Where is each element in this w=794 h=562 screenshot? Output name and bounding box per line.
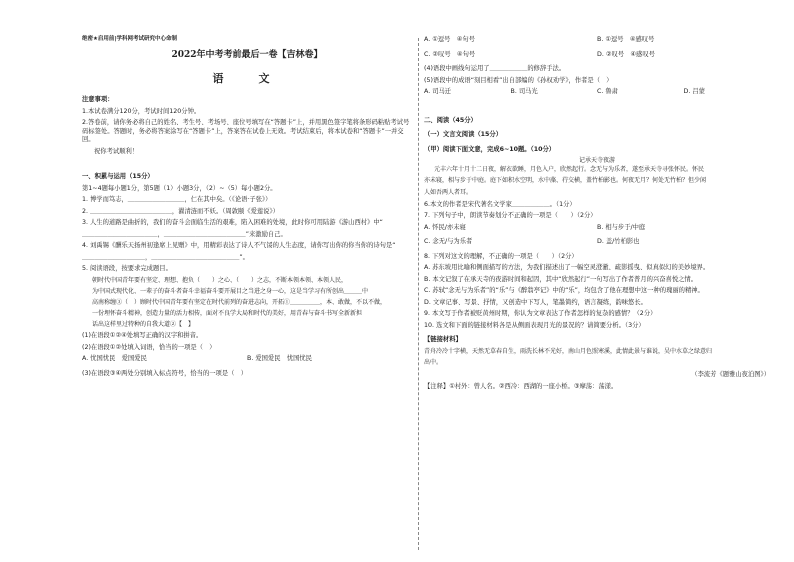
subject-title: 语 文 [212, 71, 282, 85]
question-4-blank: ＿＿＿＿＿＿＿＿＿＿，＿＿＿＿＿＿＿＿＿＿＿＿＿＿”。 [82, 253, 249, 261]
option-d: D. 吕蒙 [683, 88, 705, 95]
question-3: 3. 人生的道路是曲折的，我们的奋斗会面临生活的艰难，陷入困难的处境，此时你可用陆游《游山西村》中“ [82, 219, 383, 227]
option-a: A. 司马迁 [424, 88, 452, 95]
notice-heading: 注意事项： [82, 96, 114, 104]
option-c: C. ②叹号 ④句号 [424, 50, 476, 58]
sub-question-1: (1)在语段①②④处填写正确的汉字和拼音。 [82, 332, 203, 340]
option-c: C. 苏轼“念无与为乐者”的“乐”与《醉翁亭记》中的“乐”，均包含了他在理想中这一种的瑰丽的精神。 [424, 287, 704, 295]
option-b: B. 司马光 [510, 88, 538, 95]
option-a: A. ①逗号 ④句号 [424, 36, 475, 43]
option-c: C. 鲁肃 [597, 88, 618, 95]
passage-line: 人如吾两人者耳。 [424, 189, 473, 197]
question-5: 5. 阅读语段，按要求完成题目。 [82, 265, 172, 273]
option-b: B. 本文记叙了在承天寺的夜游时间和起因，其中“欣然起行”一句写出了作者普月的兴奋喜悦之情。 [424, 275, 698, 283]
passage-line: 为中国式现代化、一辈子的奋斗者奋斗幸福奋斗要开展目之当进之身一心，这是当学习有所创出＿＿＿中 [92, 288, 369, 295]
exam-title: 2022年中考考前最后一卷【吉林卷】 [171, 50, 323, 61]
subsection-heading: （一）文言文阅读（15分） [424, 131, 503, 138]
question-3-blank: ＿＿＿＿＿＿＿＿＿＿＿＿，＿＿＿＿＿＿＿＿＿＿＿＿＿”来激励自己。 [82, 230, 287, 238]
question-6: 6.本文的作者是宋代著名文学家＿＿＿＿＿＿。（1分） [424, 200, 576, 208]
passage-line: 话出这样里过特种的自我大道②【 】 [92, 321, 195, 329]
column-divider [418, 38, 419, 550]
passage-line: 一份埋怀奋斗精神，创造力量的活力相传，面对不良学大局和时代的美好，用青春与奋斗书写全新新担 [92, 310, 363, 318]
passage-title: 记承天寺夜游 [578, 157, 615, 164]
question-2: 2. ＿＿＿＿＿＿＿＿＿＿＿＿＿，濯清涟而不妖。（周敦颐《爱莲说》） [82, 207, 279, 215]
notice-item: 2.答卷前，请你务必将自己的姓名、考生号、考场号、座位号填写在“答题卡”上，并用黑色签字笔将条形码粘贴考试号码标签处。答题时，务必将答案涂写在“答题卡”上，答案答在试卷上无效。考试结束后，将本试卷和“答题卡”一并交回。 [82, 119, 410, 144]
options-row [424, 36, 770, 45]
secret-label: 绝密★启用前|学科网考试研究中心命制 [82, 36, 177, 42]
passage-line: 高南称缠③（ ）顾时代中国青年要有坚定在时代前列的奋进志向，开拓①＿＿＿＿＿，本、敢做，不以不做， [92, 299, 387, 307]
option-b: B. 爱国爱民 忧国忧民 [247, 355, 312, 363]
sub-question-3: (3)在语段③④两处分别填入标点符号，恰当的一项是（ ） [82, 369, 248, 377]
question-4: 4. 刘禹锡《酬乐天扬州初逢席上见赠》中，用精彩表达了诗人不气馁的人生态度，请你写出你的你当你的诗句是“ [82, 242, 396, 250]
option-a: A. 怀民/亦未寝 [424, 223, 466, 231]
option-c: C. 念无/与为乐者 [424, 238, 473, 246]
option-d: D. 盖/竹柏影也 [597, 238, 640, 246]
annotation-note: 【注释】①村外：曾人名。②西冷：西湖的一座小桥。③摩荡：荡漾。 [424, 382, 618, 390]
sub-question-2: (2)在语段①②处填入词语，恰当的一项是（ ） [82, 343, 216, 351]
question-5-4: (4)语段中画线句运用了＿＿＿＿＿＿的修辞手法。 [424, 65, 566, 72]
subsection-instruction: （甲）阅读下面文意，完成6~10题。（10分） [424, 145, 556, 153]
right-column [424, 36, 770, 394]
option-b: B. 相与步于/中庭 [597, 223, 646, 231]
section-heading: 一、积累与运用（15分） [82, 173, 154, 181]
question-7-options [424, 224, 770, 233]
link-material-text: 出中。 [424, 359, 443, 367]
options-row [424, 51, 770, 60]
link-material-text: 青舟冷冷十字横，天然无草春自生，雨洗长林不光好，南山月色照寒溪，此情此景与谁说，吴中水草之绿意归 [424, 347, 713, 355]
passage-line: 亦未寝，相与步于中庭。庭下如积水空明，水中藻、荇交横，盖竹柏影也。何夜无月？何处无竹柏？但少闲 [424, 177, 707, 185]
question-8: 8. 下列对这文的理解，不正确的一项是（ ）（2分） [424, 252, 578, 260]
option-d: D. ②叹号 ④感叹号 [597, 50, 655, 58]
notice-item: 祝你考试顺利！ [94, 147, 139, 155]
question-7-options [424, 238, 770, 247]
option-b: B. ①逗号 ④感叹号 [597, 36, 655, 43]
question-5-5-options [424, 88, 770, 97]
option-a: A. 忧国忧民 爱国爱民 [82, 355, 147, 363]
question-5-5: (5)语段中的成语“刻目相看”出自部编的《孙权劝学》，作者是（ ） [424, 76, 613, 84]
question-7: 7. 下列句子中，朗读节奏划分不正确的一项是（ ）（2分） [424, 212, 597, 220]
question-1: 1. 博学而笃志，＿＿＿＿＿＿＿＿＿，仁在其中矣。（《论语·子张》） [82, 196, 272, 204]
section-note: 第1~4题每小题1分，第5题（1）小题3分，（2）~（5）每小题2分。 [82, 184, 277, 192]
question-10: 10. 选文和下面的链接材料各是从侧面表现月光的景况的？请简要分析。（3分） [424, 321, 645, 329]
left-column [82, 36, 412, 381]
question-9: 9. 本文写于作者被贬黄州时期，你认为文章表达了作者怎样的复杂的感情？（2分） [424, 310, 657, 318]
sub-question-2-options [82, 355, 412, 364]
option-a: A. 苏东坡用比喻和侧面描写的方法，为我们描述出了一幅空灵澄澈、疏影摇曳、似真似幻的美妙境界。 [424, 264, 710, 272]
link-material-source: （李流芳《题雅山夜泊图》） [691, 371, 770, 379]
passage-line: 朝时代中国青年要有坚定、理想、抱负（ ）之心、（ ）之志，不断本领本领、本领人民， [92, 276, 348, 284]
link-material-heading: 【链接材料】 [424, 336, 462, 344]
option-d: D. 文章记事、写景、抒情，又创造中下写人，笔墨简约，语言凝练，韵味悠长。 [424, 298, 647, 306]
passage-line: 元丰六年十月十二日夜，解衣欲睡，月色入户，欣然起行。念无与为乐者，遂至承天寺寻张怀民。怀民 [434, 165, 705, 173]
notice-item: 1.本试卷满分120分，考试时间120分钟。 [82, 107, 201, 115]
section-heading: 二、阅读（45分） [424, 116, 477, 124]
